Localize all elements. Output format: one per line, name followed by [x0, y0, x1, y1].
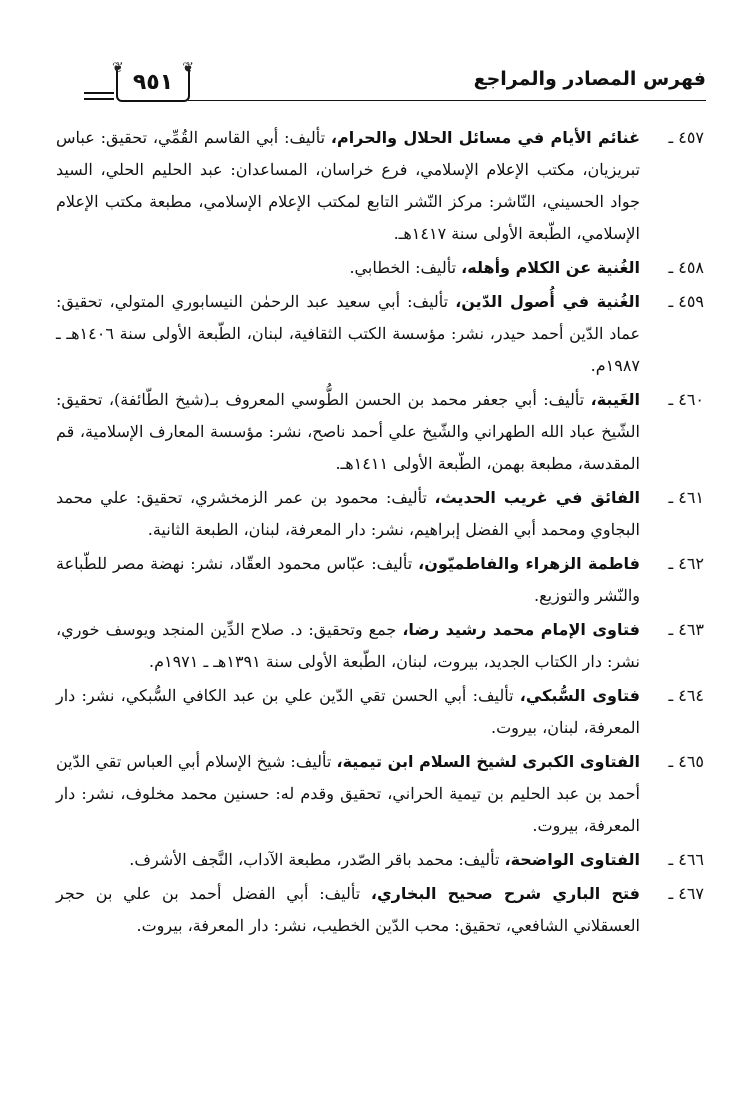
- entry-details: تأليف: أبي سعيد عبد الرحمٰن النيسابوري المتولي، تحقيق: عماد الدّين أحمد حيدر، نشر: مؤسسة الكتب الثقافية، لبنان، الطّبعة الأولى سنة ١٤٠٦هـ ـ ١٩٨٧م.: [56, 292, 641, 375]
- entry-title: الفائق في غريب الحديث،: [434, 488, 640, 507]
- entry-title: الغَيبة،: [590, 390, 640, 409]
- entry-details: تأليف: محمود بن عمر الزمخشري، تحقيق: علي محمد البجاوي ومحمد أبي الفضل إبراهيم، نشر: دار المعرفة، لبنان، الطبعة الثانية.: [56, 488, 640, 539]
- header-rule: [188, 100, 706, 101]
- bibliography-entry: [56, 746, 704, 842]
- entry-title: الغُنية في أُصول الدّين،: [455, 292, 640, 311]
- bibliography-entry: [56, 548, 704, 612]
- bibliography-entry: [56, 252, 704, 284]
- page-number: ٩٥١: [132, 70, 174, 95]
- bibliography-entry: [56, 384, 704, 480]
- entry-details: تأليف: محمد باقر الصّدر، مطبعة الآداب، النَّجف الأشرف.: [129, 850, 500, 869]
- page-number-frame: [112, 60, 194, 102]
- bibliography-entry: [56, 482, 704, 546]
- entry-details: تأليف: أبي الحسن تقي الدّين علي بن عبد الكافي السُّبكي، نشر: دار المعرفة، لبنان، بيروت.: [56, 686, 640, 737]
- header-double-rule-top: [84, 92, 114, 94]
- flourish-ornament-icon: ❦: [182, 60, 194, 76]
- bibliography-entry: [56, 878, 704, 942]
- entry-number: ٤٦٠ ـ: [668, 390, 704, 409]
- entry-number: ٤٦٤ ـ: [668, 686, 704, 705]
- entry-details: جمع وتحقيق: د. صلاح الدِّين المنجد ويوسف خوري، نشر: دار الكتاب الجديد، بيروت، لبنان، الطّبعة الأولى سنة ١٣٩١هـ ـ ١٩٧١م.: [56, 620, 640, 671]
- bibliography-entry: [56, 844, 704, 876]
- entry-number: ٤٦٧ ـ: [668, 884, 704, 903]
- entry-details: تأليف: أبي القاسم القُمِّي، تحقيق: عباس تبريزيان، مكتب الإعلام الإسلامي، فرع خراسان، المساعدان: عبد الحليم الحلي، السيد جواد الحسيني، النّاشر: مركز النّشر التابع لمكتب الإعلام الإسلامي، مطبعة مكتب الإعلام الإسلامي، الطّبعة الأولى سنة ١٤١٧هـ.: [56, 128, 641, 243]
- entry-details: تأليف: شيخ الإسلام أبي العباس تقي الدّين أحمد بن عبد الحليم بن تيمية الحراني، تحقيق وقدم له: حسنين محمد مخلوف، نشر: دار المعرفة، بيروت.: [56, 752, 640, 835]
- entry-number: ٤٦٢ ـ: [668, 554, 704, 573]
- page-header: [84, 62, 706, 110]
- bibliography-entry: [56, 614, 704, 678]
- entry-number: ٤٥٩ ـ: [668, 292, 704, 311]
- entry-number: ٤٦١ ـ: [668, 488, 704, 507]
- entry-title: فتح الباري شرح صحيح البخاري،: [370, 884, 640, 903]
- entry-number: ٤٦٦ ـ: [668, 850, 704, 869]
- entry-title: الغُنية عن الكلام وأهله،: [461, 258, 640, 277]
- entry-title: فتاوى الإمام محمد رشيد رضا،: [402, 620, 640, 639]
- entry-details: تأليف: عبّاس محمود العقّاد، نشر: نهضة مصر للطّباعة والنّشر والتوزيع.: [56, 554, 640, 605]
- entry-title: فاطمة الزهراء والفاطميّون،: [418, 554, 640, 573]
- entry-details: تأليف: الخطابي.: [349, 258, 457, 277]
- entry-number: ٤٥٨ ـ: [668, 258, 704, 277]
- entry-details: تأليف: أبي الفضل أحمد بن علي بن حجر العسقلاني الشافعي، تحقيق: محب الدّين الخطيب، نشر: دار المعرفة، بيروت.: [56, 884, 640, 935]
- entry-number: ٤٦٥ ـ: [668, 752, 704, 771]
- entry-number: ٤٦٣ ـ: [668, 620, 704, 639]
- bibliography-entry: [56, 122, 704, 250]
- entry-details: تأليف: أبي جعفر محمد بن الحسن الطُّوسي المعروف بـ(شيخ الطّائفة)، تحقيق: الشّيخ عباد الله الطهراني والشّيخ علي أحمد ناصح، نشر: مؤسسة المعارف الإسلامية، قم المقدسة، مطبعة بهمن، الطّبعة الأولى ١٤١١هـ.: [56, 390, 640, 473]
- entry-title: فتاوى السُّبكي،: [519, 686, 640, 705]
- flourish-ornament-icon: ❦: [112, 60, 124, 76]
- running-header-title: فهرس المصادر والمراجع: [473, 68, 706, 90]
- bibliography-list: [56, 122, 704, 944]
- entry-title: الفتاوى الواضحة،: [504, 850, 640, 869]
- header-double-rule-bottom: [84, 98, 114, 100]
- entry-number: ٤٥٧ ـ: [668, 128, 704, 147]
- entry-title: الفتاوى الكبرى لشيخ السلام ابن تيمية،: [336, 752, 641, 771]
- bibliography-entry: [56, 286, 704, 382]
- entry-title: غنائم الأيام في مسائل الحلال والحرام،: [330, 128, 640, 147]
- bibliography-entry: [56, 680, 704, 744]
